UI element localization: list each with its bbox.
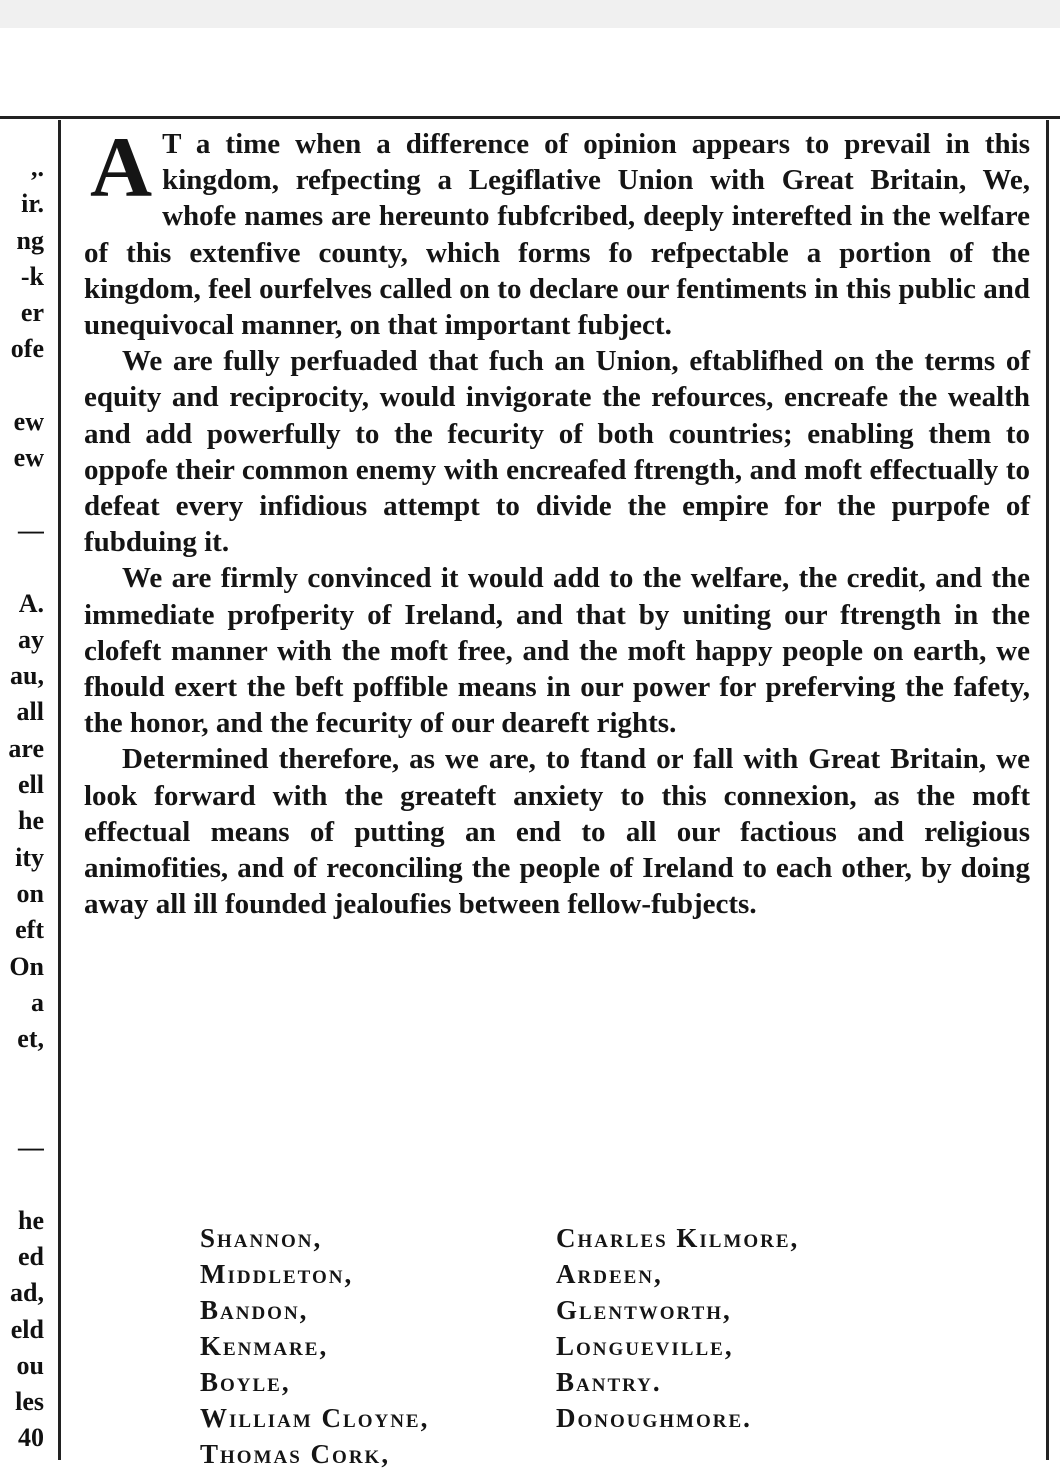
newspaper-page (0, 28, 1060, 1469)
column-fragment: he (18, 1205, 44, 1235)
union-declaration-article (84, 119, 1030, 922)
signatory-name: Bantry. (556, 1367, 662, 1397)
column-fragment: A. (18, 588, 44, 618)
column-fragment: on (16, 878, 44, 908)
column-fragment: et, (17, 1024, 44, 1054)
signatory-name: Donoughmore. (556, 1403, 752, 1433)
viewer-top-bar (0, 0, 1060, 28)
column-fragment: eld (10, 1314, 44, 1344)
signatory-name: Longueville, (556, 1331, 734, 1361)
column-fragment (0, 1094, 44, 1130)
adjacent-column-fragments (0, 150, 44, 1457)
column-fragment: — (18, 1133, 44, 1163)
signatory-name: William Cloyne, (200, 1403, 430, 1433)
signatory-name: Ardeen, (556, 1259, 663, 1289)
column-fragment: ng (16, 225, 44, 255)
column-fragment: a (31, 987, 44, 1017)
column-fragment: au, (10, 661, 44, 691)
column-fragment: ell (18, 770, 44, 800)
column-fragment: ir. (21, 189, 44, 219)
column-fragment: ity (15, 842, 44, 872)
column-fragment: he (18, 806, 44, 836)
column-fragment: all (16, 697, 44, 727)
signatory-name: Middleton, (200, 1259, 354, 1289)
right-column-rule (1046, 120, 1049, 1460)
column-fragment (0, 477, 44, 513)
signatory-name: Kenmare, (200, 1331, 329, 1361)
column-fragment: — (18, 515, 44, 545)
column-fragment: ay (18, 624, 44, 654)
drop-cap: A (90, 119, 153, 215)
top-column-rule (0, 116, 1060, 119)
article-paragraph-3: We are firmly convinced it would add to the welfare, the credit, and the immediate profperity of Ireland, and that by uniting our ftrength in the clofeft manner with the moft free, and the moft happy people on earth, we fhould exert the beft poffible means in our power for preferving the fafety, the honor, and the fecurity of our deareft rights. (84, 562, 1030, 740)
signatory-name: Shannon, (200, 1223, 323, 1253)
column-fragment: eft (15, 915, 44, 945)
signatures-right-column (556, 1220, 916, 1436)
column-fragment: ,. (31, 153, 44, 182)
column-fragment: On (9, 951, 44, 981)
column-fragment: are (8, 733, 44, 763)
signatory-name: Thomas Cork, (200, 1439, 391, 1469)
article-paragraph-2: We are fully perfuaded that fuch an Union, eftablifhed on the terms of equity and reciprocity, would invigorate the refources, encreafe the wealth and add powerfully to the fecurity of both countries; enabling them to oppofe their common enemy with encreafed ftrength, and moft effectually to defeat every infidious attempt to divide the empire for the purpofe of fubduing it. (84, 345, 1030, 559)
column-fragment: ew (13, 407, 44, 437)
column-fragment: 40 (18, 1423, 44, 1453)
column-fragment: ou (16, 1350, 44, 1380)
signatory-name: Glentworth, (556, 1295, 732, 1325)
left-column-rule (58, 120, 61, 1460)
column-fragment: ed (18, 1241, 44, 1271)
column-fragment (0, 549, 44, 585)
signatures-left-column (200, 1220, 560, 1472)
column-fragment: ofe (10, 334, 44, 364)
signatory-name: Boyle, (200, 1367, 291, 1397)
column-fragment: er (20, 298, 44, 328)
signatory-name: Charles Kilmore, (556, 1223, 800, 1253)
column-fragment: -k (20, 261, 44, 291)
column-fragment (0, 1166, 44, 1202)
article-paragraph-4: Determined therefore, as we are, to ftand or fall with Great Britain, we look forward with the greateft anxiety to this connexion, as the moft effectual means of putting an end to all our factious and religious animofities, and of reconciling the people of Ireland to each other, by doing away all ill founded jealoufies between fellow-fubjects. (84, 743, 1030, 921)
column-fragment: ad, (10, 1278, 44, 1308)
paragraph-text: T a time when a difference of opinion appears to prevail in this kingdom, refpecting a Legiflative Union with Great Britain, We, whofe names are hereunto fubfcribed, deeply interefted in the welfare of this extenfive county, which forms fo refpectable a portion of the kingdom, feel ourfelves called on to declare our fentiments in this public and unequivocal manner, on that important fubject. (84, 128, 1030, 342)
article-paragraph-1 (84, 119, 1030, 343)
column-fragment: ew (13, 443, 44, 473)
signatory-name: Bandon, (200, 1295, 309, 1325)
column-fragment (0, 368, 44, 404)
column-fragment (0, 1057, 44, 1093)
column-fragment: les (15, 1387, 44, 1417)
